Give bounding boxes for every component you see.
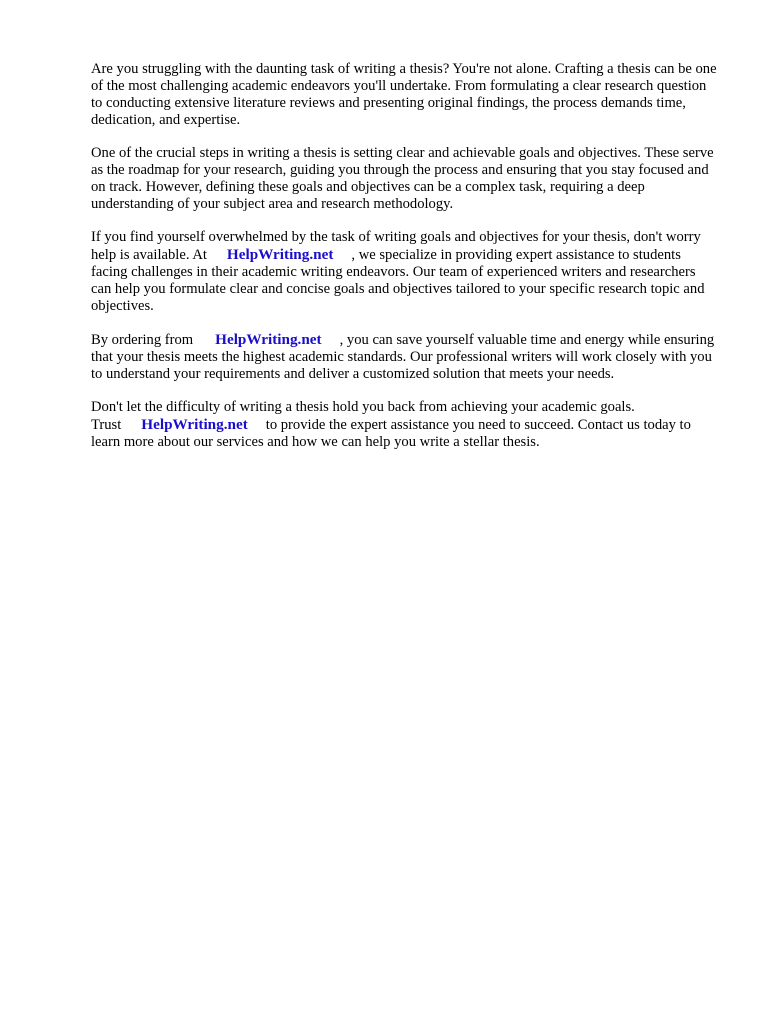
helpwriting-link-1[interactable]: HelpWriting.net bbox=[226, 246, 334, 263]
paragraph-closing-text-after: to provide the expert assistance you need to succeed. Contact us today to learn more about our services and how we can help you write a stellar thesis. bbox=[91, 417, 691, 450]
paragraph-ordering bbox=[91, 331, 719, 383]
paragraph-help-text-before: If you find yourself overwhelmed by the task of writing goals and objectives for your thesis, don't worry help is available. At bbox=[91, 229, 716, 263]
paragraph-ordering-text-before: By ordering from bbox=[91, 332, 194, 348]
paragraph-help-text-after: , we specialize in providing expert assistance to students facing challenges in their academic writing endeavors. Our team of experienced writers and researchers can help you formulate clear and concise goals and objectives tailored to your specific research topic and objectives. bbox=[91, 247, 709, 314]
paragraph-closing-text-before: Don't let the difficulty of writing a thesis hold you back from achieving your academic goals. Trust bbox=[91, 399, 635, 433]
paragraph-goals-text: One of the crucial steps in writing a thesis is setting clear and achievable goals and objectives. These serve as the roadmap for your research, guiding you through the process and ensuring that you stay focused and on track. However, defining these goals and objectives can be a complex task, requiring a deep understanding of your subject area and research methodology. bbox=[91, 145, 714, 212]
paragraph-closing bbox=[91, 399, 719, 451]
paragraph-ordering-text-after: , you can save yourself valuable time and energy while ensuring that your thesis meets the highest academic standards. Our professional writers will work closely with you to understand your requirements and deliver a customized solution that meets your needs. bbox=[91, 332, 715, 382]
helpwriting-link-2[interactable]: HelpWriting.net bbox=[215, 331, 322, 348]
paragraph-help bbox=[91, 229, 719, 315]
paragraph-intro bbox=[91, 61, 719, 129]
paragraph-goals bbox=[91, 145, 719, 213]
paragraph-intro-text: Are you struggling with the daunting task of writing a thesis? You're not alone. Crafting a thesis can be one of the most challenging academic endeavors you'll undertake. From formulating a clear research question to conducting extensive literature reviews and presenting original findings, the process demands time, dedication, and expertise. bbox=[91, 61, 717, 128]
document-body bbox=[91, 61, 719, 467]
helpwriting-link-3[interactable]: HelpWriting.net bbox=[141, 416, 248, 433]
